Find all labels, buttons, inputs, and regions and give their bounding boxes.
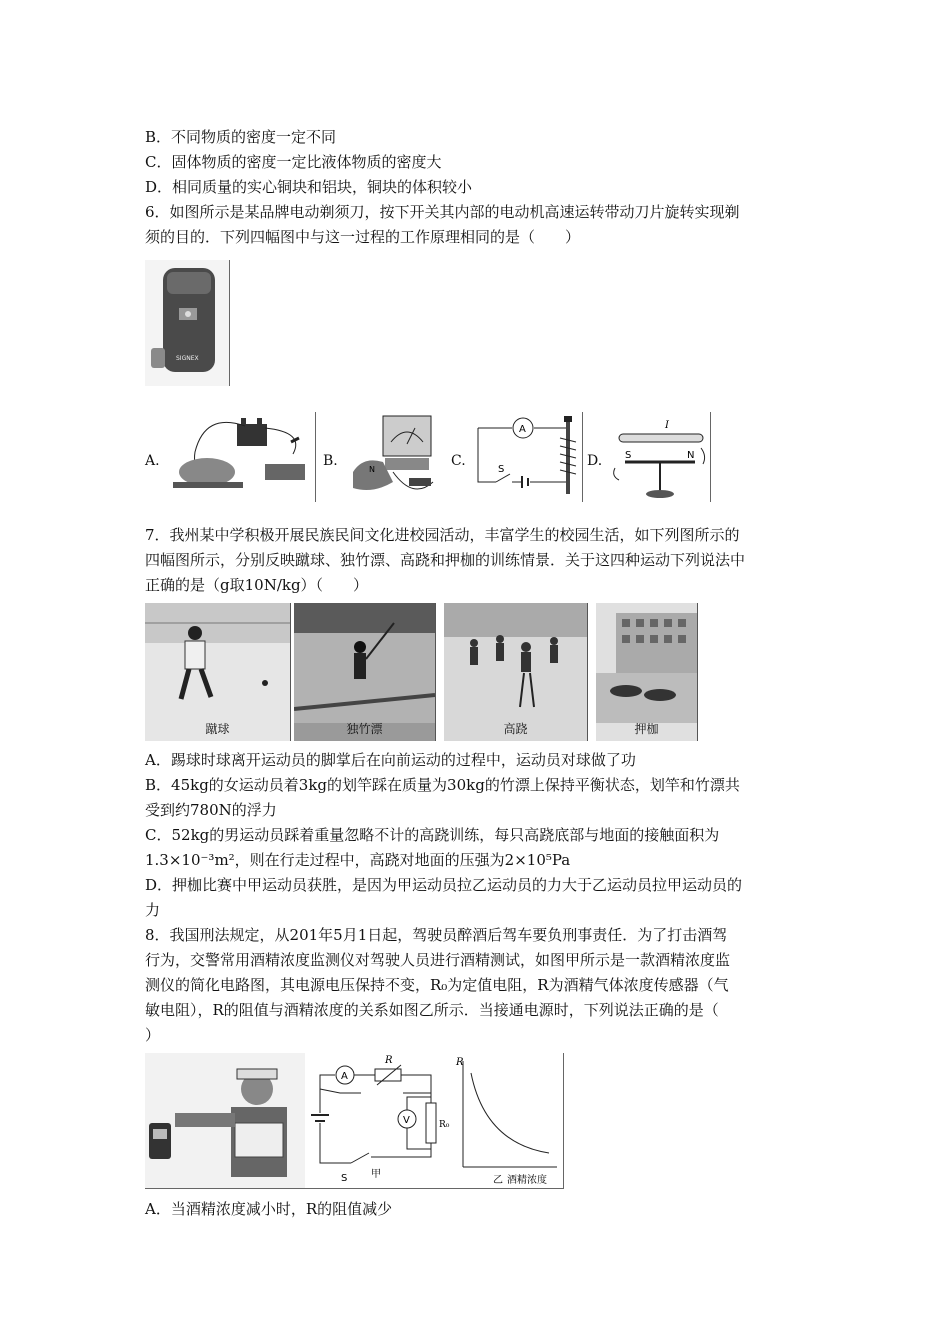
q8-yi-label: 乙 xyxy=(493,1175,503,1186)
q7-option-c-line1: C．52kg的男运动员踩着重量忽略不计的高跷训练，每只高跷底部与地面的接触面积为 xyxy=(145,826,720,844)
south-pole-d: S xyxy=(625,450,632,461)
q6-figure-a xyxy=(165,412,316,502)
q7-option-a: A．踢球时球离开运动员的脚掌后在向前运动的过程中，运动员对球做了功 xyxy=(145,751,636,769)
q6-option-d-label: D. xyxy=(587,453,603,469)
switch-label-c: S xyxy=(498,464,505,475)
q6-figure-c xyxy=(472,412,583,502)
question-8-line4: 敏电阻），R的阻值与酒精浓度的关系如图乙所示．当接通电源时，下列说法正确的是（ xyxy=(145,1001,719,1019)
option-d-q5: D．相同质量的实心铜块和铝块，铜块的体积较小 xyxy=(145,178,473,196)
q8-ammeter-label: A xyxy=(341,1071,348,1082)
caption-yajia: 押枷 xyxy=(634,722,659,736)
q8-figure xyxy=(145,1053,564,1189)
q6-figure-b xyxy=(343,412,441,502)
photo-cuqiu xyxy=(145,603,291,741)
caption-gaoqiao: 高跷 xyxy=(503,722,528,736)
question-8-line1: 8．我国刑法规定，从201年5月1日起，驾驶员醉酒后驾车要负刑事责任．为了打击酒驾 xyxy=(145,926,728,944)
q8-switch-label: S xyxy=(341,1173,348,1184)
q8-r-label: R xyxy=(385,1055,393,1066)
option-c-q5: C．固体物质的密度一定比液体物质的密度大 xyxy=(145,153,442,171)
question-6-line2: 须的目的．下列四幅图中与这一过程的工作原理相同的是（ ） xyxy=(145,228,581,246)
q6-option-c-label: C. xyxy=(451,453,466,469)
q8-axis-x-label: 酒精浓度 xyxy=(507,1175,547,1186)
q6-option-a-label: A. xyxy=(145,453,160,469)
q7-option-d-line2: 力 xyxy=(145,901,161,919)
question-8-line2: 行为，交警常用酒精浓度监测仪对驾驶人员进行酒精测试，如图甲所示是一款酒精浓度监 xyxy=(145,951,731,969)
question-8-line5: ） xyxy=(145,1026,161,1044)
caption-cuqiu: 蹴球 xyxy=(205,722,230,736)
shaver-brand: SIGNEX xyxy=(176,355,199,362)
question-8-line3: 测仪的简化电路图，其电源电压保持不变，R₀为定值电阻，R为酒精气体浓度传感器（气 xyxy=(145,976,729,994)
photo-gaoqiao xyxy=(444,603,588,741)
q6-figure-d xyxy=(605,412,711,502)
q8-axis-y-label: R xyxy=(456,1057,464,1068)
caption-duzhupiao: 独竹漂 xyxy=(346,722,383,736)
q8-option-a: A．当酒精浓度减小时，R的阻值减少 xyxy=(145,1200,393,1218)
q6-option-b-label: B. xyxy=(323,453,338,469)
north-pole-d: N xyxy=(687,450,695,461)
question-7-line3: 正确的是（g取10N/kg）（ ） xyxy=(145,576,369,594)
q7-option-b-line2: 受到约780N的浮力 xyxy=(145,801,277,819)
q8-jia-label: 甲 xyxy=(371,1169,381,1180)
ammeter-label-c: A xyxy=(519,424,526,435)
option-b-q5: B．不同物质的密度一定不同 xyxy=(145,128,337,146)
q8-figure-svg xyxy=(145,1053,563,1188)
question-7-line1: 7．我州某中学积极开展民族民间文化进校园活动，丰富学生的校园生活，如下列图所示的 xyxy=(145,526,740,544)
shaver-photo xyxy=(145,260,230,386)
q7-option-c-line2: 1.3×10⁻³m²，则在行走过程中，高跷对地面的压强为2×10⁵Pa xyxy=(145,851,571,869)
photo-yajia xyxy=(596,603,698,741)
question-6-line1: 6．如图所示是某品牌电动剃须刀，按下开关其内部的电动机高速运转带动刀片旋转实现剃 xyxy=(145,203,740,221)
question-7-line2: 四幅图所示，分别反映蹴球、独竹漂、高跷和押枷的训练情景．关于这四种运动下列说法中 xyxy=(145,551,746,569)
photo-duzhupiao xyxy=(294,603,436,741)
q8-r0-label: R₀ xyxy=(439,1120,450,1130)
current-label-d: I xyxy=(665,420,669,431)
q7-option-d-line1: D．押枷比赛中甲运动员获胜，是因为甲运动员拉乙运动员的力大于乙运动员拉甲运动员的 xyxy=(145,876,743,894)
q7-option-b-line1: B．45kg的女运动员着3kg的划竿踩在质量为30kg的竹漂上保持平衡状态，划竿和竹漂共 xyxy=(145,776,740,794)
magnet-n-b: N xyxy=(369,465,375,474)
q8-voltmeter-label: V xyxy=(403,1115,410,1126)
